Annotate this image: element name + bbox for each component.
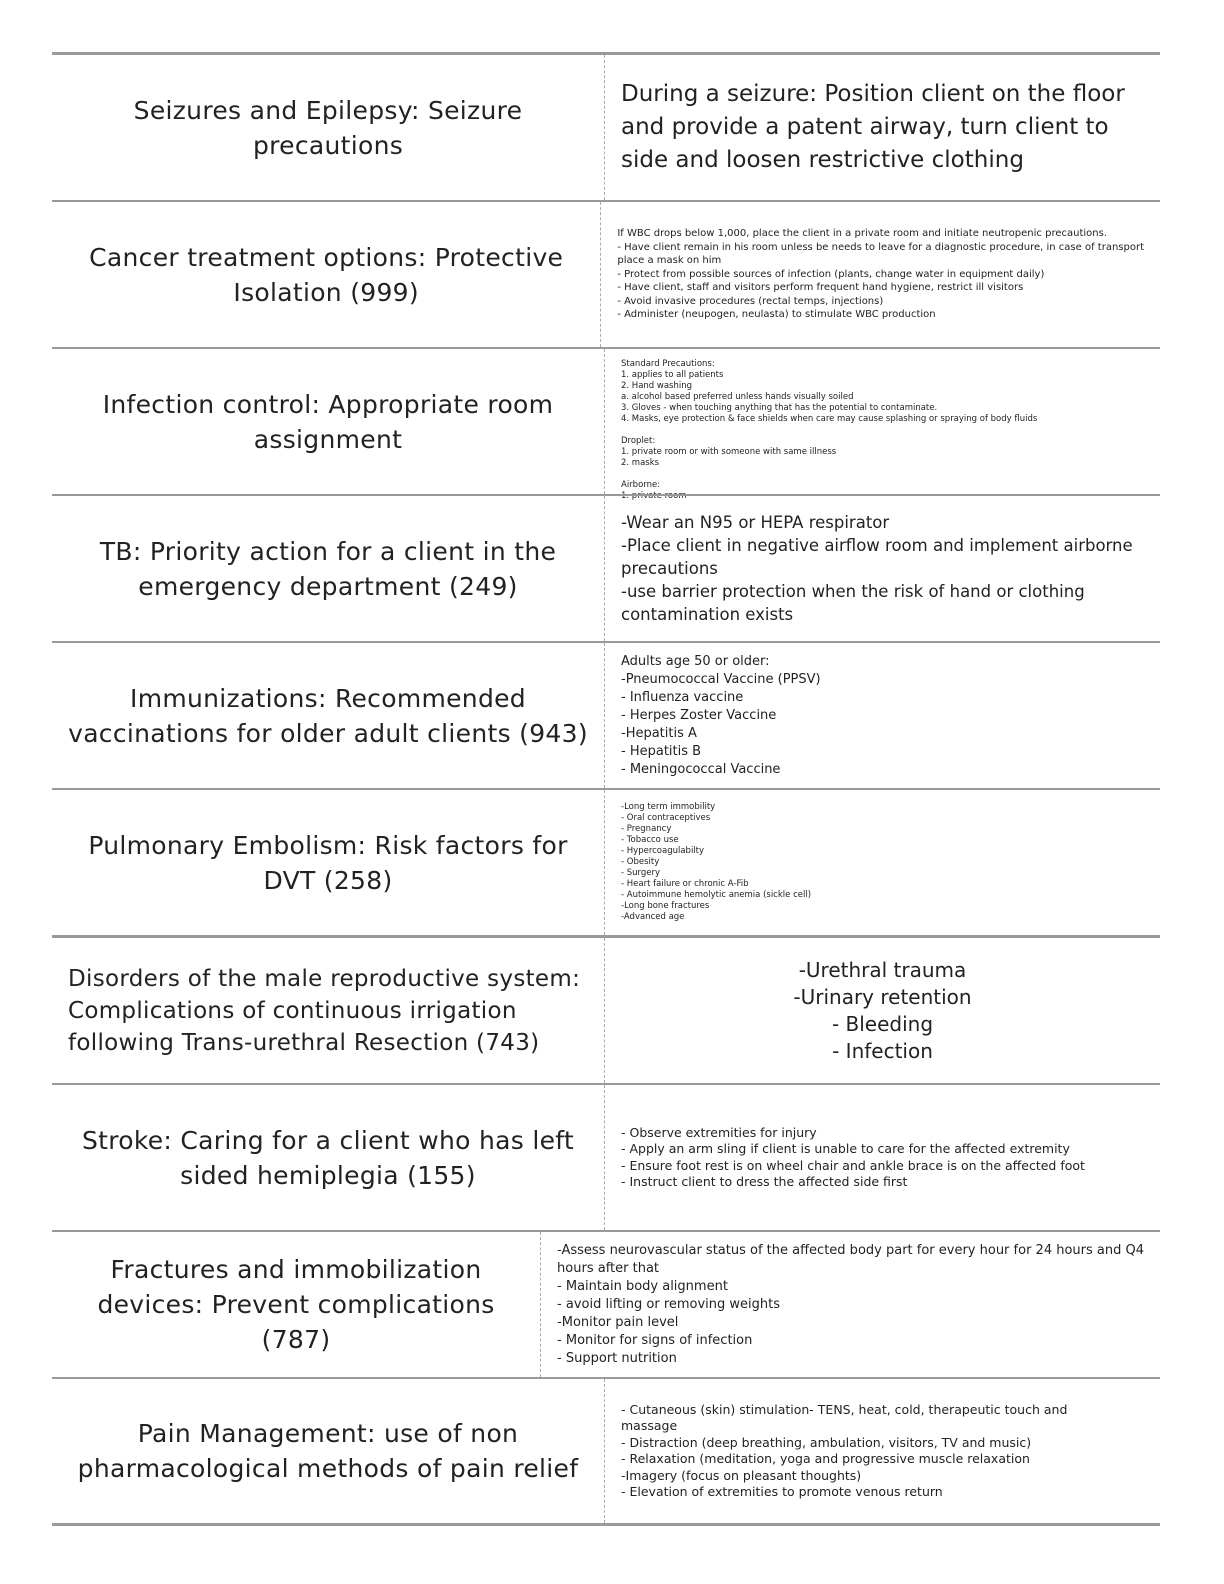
card-back-line: - Obesity: [621, 857, 660, 867]
card-row: [52, 788, 1160, 935]
card-back-line: - avoid lifting or removing weights: [557, 1296, 781, 1312]
card-row: [52, 200, 1160, 347]
card-back-line: massage: [621, 1418, 678, 1433]
card-row: [52, 494, 1160, 641]
card-back-line: - Have client, staff and visitors perform frequent hand hygiene, restrict ill visitors: [617, 282, 1024, 294]
card-back-line: - Influenza vaccine: [621, 689, 744, 705]
card-back-line: - Administer (neupogen, neulasta) to stimulate WBC production: [617, 309, 936, 321]
card-back-line: - Bleeding: [831, 1011, 934, 1036]
card-row: [52, 347, 1160, 501]
card-back-line: and provide a patent airway, turn client to: [621, 114, 1109, 140]
card-front: Fractures and immobilization devices: Prevent complications (787): [97, 1255, 495, 1354]
card-back-line: - Heart failure or chronic A-Fib: [621, 879, 749, 889]
card-back-line: - Observe extremities for injury: [621, 1124, 817, 1140]
card-back-line: 1. private room or with someone with same illness: [621, 447, 837, 457]
card-back-line: a. alcohol based preferred unless hands visually soiled: [621, 392, 854, 402]
card-back: [605, 938, 1160, 1083]
card-front: Pulmonary Embolism: Risk factors for DVT (258): [88, 830, 568, 895]
card-back-line: - Hepatitis B: [621, 743, 702, 759]
card-back-line: precautions: [621, 559, 718, 578]
card-back-line: - Cutaneous (skin) stimulation- TENS, heat, cold, therapeutic touch and: [621, 1401, 1068, 1417]
card-back-line: contamination exists: [621, 605, 794, 624]
card-back-line: - Meningococcal Vaccine: [621, 761, 781, 777]
card-back: [605, 55, 1160, 200]
card-front: Disorders of the male reproductive system: Complications of continuous irrigation following Trans-urethral Resection (743): [68, 965, 581, 1056]
flashcard-sheet: [52, 52, 1160, 1526]
card-back-line: - Distraction (deep breathing, ambulation, visitors, TV and music): [621, 1434, 1032, 1450]
card-row: [52, 52, 1160, 200]
card-back-line: - Herpes Zoster Vaccine: [621, 707, 777, 723]
card-back-line: 2. masks: [621, 458, 660, 468]
card-back-line: -Pneumococcal Vaccine (PPSV): [621, 671, 821, 687]
card-back-line: - Instruct client to dress the affected side first: [621, 1174, 908, 1189]
card-back: [605, 349, 1160, 501]
card-back-line: -Urethral trauma: [798, 957, 967, 982]
card-front: TB: Priority action for a client in the emergency department (249): [99, 536, 557, 601]
card-back: [605, 1085, 1160, 1230]
card-back-line: [621, 425, 1144, 436]
card-back-line: -Imagery (focus on pleasant thoughts): [621, 1467, 862, 1483]
card-back-line: 4. Masks, eye protection & face shields when care may cause splashing or spraying of body fluids: [621, 414, 1038, 424]
card-front: Stroke: Caring for a client who has left sided hemiplegia (155): [81, 1125, 575, 1190]
card-back-line: Standard Precautions:: [621, 359, 715, 369]
card-back: [605, 496, 1160, 641]
card-back-line: -Assess neurovascular status of the affected body part for every hour for 24 hours and Q4: [557, 1242, 1144, 1258]
card-back-line: - Autoimmune hemolytic anemia (sickle cell): [621, 890, 812, 900]
card-back: [601, 202, 1160, 347]
card-back-line: - Avoid invasive procedures (rectal temps, injections): [617, 295, 884, 307]
card-back-line: - Monitor for signs of infection: [557, 1332, 753, 1348]
card-back-line: -Place client in negative airflow room and implement airborne: [621, 536, 1133, 555]
card-back: [541, 1232, 1160, 1377]
card-back-line: -Monitor pain level: [557, 1314, 679, 1330]
card-back-line: - Apply an arm sling if client is unable to care for the affected extremity: [621, 1141, 1070, 1156]
card-front: Pain Management: use of non pharmacological methods of pain relief: [77, 1419, 579, 1483]
card-back-line: hours after that: [557, 1260, 660, 1276]
card-back-line: -Wear an N95 or HEPA respirator: [621, 513, 890, 532]
card-back-line: - Ensure foot rest is on wheel chair and ankle brace is on the affected foot: [621, 1157, 1085, 1173]
card-back-line: - Hypercoagulabilty: [621, 846, 705, 856]
card-back-line: 2. Hand washing: [621, 381, 693, 391]
card-back-line: - Tobacco use: [621, 835, 679, 845]
card-back-line: -Urinary retention: [793, 984, 972, 1009]
card-back-line: - Pregnancy: [621, 824, 672, 834]
card-back-line: - Elevation of extremities to promote venous return: [621, 1484, 943, 1499]
card-back-line: - Protect from possible sources of infection (plants, change water in equipment daily): [617, 268, 1045, 280]
card-front: Immunizations: Recommended vaccinations for older adult clients (943): [68, 683, 588, 748]
card-back-line: side and loosen restrictive clothing: [621, 147, 1024, 173]
card-row: [52, 641, 1160, 788]
card-back-line: - Relaxation (meditation, yoga and progressive muscle relaxation: [621, 1451, 1030, 1466]
card-back-line: Adults age 50 or older:: [621, 653, 770, 669]
card-row: [52, 1230, 1160, 1377]
card-back-line: - Surgery: [621, 868, 661, 878]
card-back-line: -use barrier protection when the risk of hand or clothing: [621, 582, 1085, 601]
card-back-line: -Long bone fractures: [621, 901, 710, 911]
card-back: [605, 790, 1160, 935]
card-row: [52, 1083, 1160, 1230]
card-back-line: -Hepatitis A: [621, 725, 697, 741]
card-row: [52, 1377, 1160, 1526]
card-front: Cancer treatment options: Protective Isolation (999): [89, 242, 564, 307]
card-row: [52, 935, 1160, 1083]
card-front: Infection control: Appropriate room assignment: [102, 389, 554, 454]
card-back-line: - Have client remain in his room unless be needs to leave for a diagnostic procedure, in case of transport: [617, 241, 1144, 253]
card-back: [605, 643, 1160, 788]
card-back-line: During a seizure: Position client on the floor: [621, 81, 1125, 107]
card-back-line: Droplet:: [621, 436, 656, 446]
card-back-line: - Infection: [832, 1038, 933, 1063]
card-back-line: place a mask on him: [617, 255, 722, 267]
card-back-line: - Support nutrition: [557, 1350, 677, 1366]
card-back-line: If WBC drops below 1,000, place the client in a private room and initiate neutropenic precautions.: [617, 228, 1107, 240]
card-front: Seizures and Epilepsy: Seizure precautions: [133, 95, 523, 160]
card-back-line: 3. Gloves - when touching anything that has the potential to contaminate.: [621, 403, 938, 413]
card-back-line: Airborne:: [621, 480, 661, 490]
card-back: [605, 1379, 1160, 1523]
card-back-line: [621, 469, 1144, 480]
card-back-line: 1. private room: [621, 491, 687, 501]
card-back-line: -Long term immobility: [621, 802, 716, 812]
card-back-line: - Oral contraceptives: [621, 813, 711, 823]
card-back-line: 1. applies to all patients: [621, 370, 724, 380]
card-back-line: -Advanced age: [621, 912, 685, 922]
card-back-line: - Maintain body alignment: [557, 1278, 728, 1294]
